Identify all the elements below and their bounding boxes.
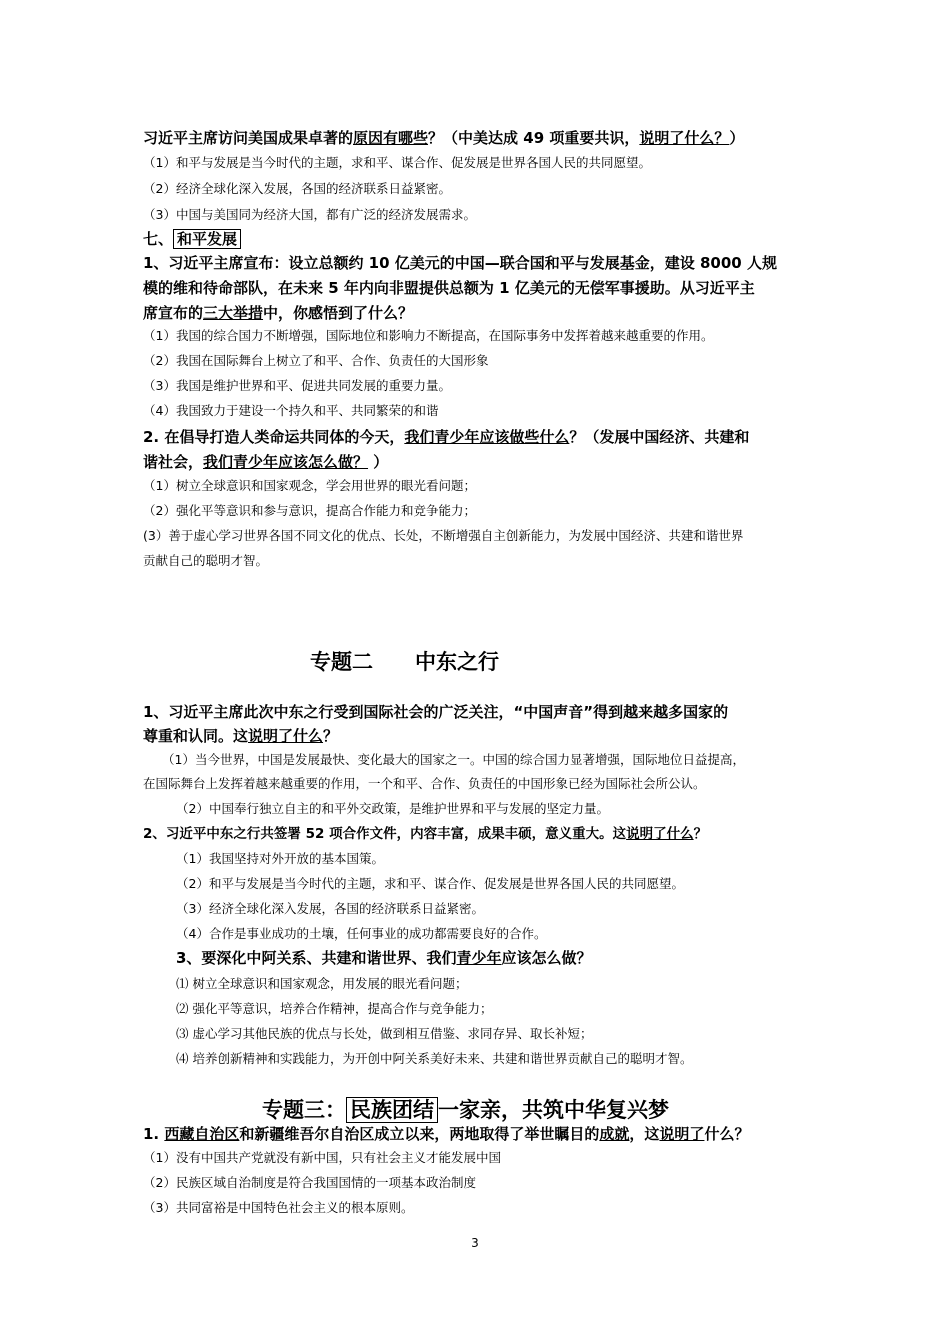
answer-line: （3）共同富裕是中国特色社会主义的根本原则。 bbox=[143, 1200, 414, 1215]
answer-line: 在国际舞台上发挥着越来越重要的作用，一个和平、合作、负责任的中国形象已经为国际社会所公认。 bbox=[143, 776, 706, 791]
answer-line: （4）合作是事业成功的土壤，任何事业的成功都需要良好的合作。 bbox=[176, 926, 547, 941]
topic-heading: 专题二 中东之行 bbox=[310, 650, 499, 674]
question-line: 席宣布的三大举措中，你感悟到了什么？ bbox=[143, 304, 414, 322]
question-line: 2. 在倡导打造人类命运共同体的今天，我们青少年应该做些什么？（发展中国经济、共建和 bbox=[143, 428, 750, 446]
question-line: 模的维和待命部队，在未来 5 年内向非盟提供总额为 1 亿美元的无偿军事援助。从习近平主 bbox=[143, 279, 755, 297]
page-number: 3 bbox=[471, 1236, 479, 1250]
answer-line: （4）我国致力于建设一个持久和平、共同繁荣的和谐 bbox=[143, 403, 439, 418]
question-line: 1、习近平主席此次中东之行受到国际社会的广泛关注，“中国声音”得到越来越多国家的 bbox=[143, 703, 729, 721]
answer-line: （1）我国的综合国力不断增强，国际地位和影响力不断提高，在国际事务中发挥着越来越重要的作用。 bbox=[143, 328, 714, 343]
answer-line: （2）中国奉行独立自主的和平外交政策，是维护世界和平与发展的坚定力量。 bbox=[176, 801, 609, 816]
answer-line: （3）中国与美国同为经济大国，都有广泛的经济发展需求。 bbox=[143, 207, 476, 222]
answer-line: （3）经济全球化深入发展，各国的经济联系日益紧密。 bbox=[176, 901, 484, 916]
answer-line: （2）经济全球化深入发展，各国的经济联系日益紧密。 bbox=[143, 181, 451, 196]
answer-line: ⑶ 虚心学习其他民族的优点与长处，做到相互借鉴、求同存异、取长补短； bbox=[176, 1026, 593, 1041]
answer-line: (3）善于虚心学习世界各国不同文化的优点、长处，不断增强自主创新能力，为发展中国经济、共建和谐世界 bbox=[143, 528, 744, 543]
answer-line: 贡献自己的聪明才智。 bbox=[143, 553, 269, 568]
question-line: 1、习近平主席宣布：设立总额约 10 亿美元的中国—联合国和平与发展基金，建设 8000 人规 bbox=[143, 254, 777, 272]
section-heading-peace-development: 七、 和平发展 bbox=[143, 227, 241, 251]
answer-line: （3）我国是维护世界和平、促进共同发展的重要力量。 bbox=[143, 378, 451, 393]
answer-line: （1）当今世界，中国是发展最快、变化最大的国家之一。中国的综合国力显著增强，国际地位日益提高， bbox=[162, 752, 745, 767]
answer-line: （2）民族区域自治制度是符合我国国情的一项基本政治制度 bbox=[143, 1175, 476, 1190]
topic-heading: 专题三： 民族团结 一家亲，共筑中华复兴梦 bbox=[262, 1098, 669, 1122]
question-line: 1. 西藏自治区和新疆维吾尔自治区成立以来，两地取得了举世瞩目的成就，这说明了什么？ bbox=[143, 1125, 750, 1143]
answer-line: ⑴ 树立全球意识和国家观念，用发展的眼光看问题； bbox=[176, 976, 468, 991]
answer-line: （1）我国坚持对外开放的基本国策。 bbox=[176, 851, 384, 866]
question-line: 2、习近平中东之行共签署 52 项合作文件，内容丰富，成果丰硕，意义重大。这说明了什么？ bbox=[143, 826, 708, 842]
answer-line: （1）树立全球意识和国家观念，学会用世界的眼光看问题； bbox=[143, 478, 476, 493]
question-line: 尊重和认同。这说明了什么？ bbox=[143, 727, 339, 745]
answer-line: （2）我国在国际舞台上树立了和平、合作、负责任的大国形象 bbox=[143, 353, 489, 368]
answer-line: ⑵ 强化平等意识，培养合作精神，提高合作与竞争能力； bbox=[176, 1001, 493, 1016]
answer-line: （2）强化平等意识和参与意识，提高合作能力和竞争能力； bbox=[143, 503, 476, 518]
answer-line: （1）和平与发展是当今时代的主题，求和平、谋合作、促发展是世界各国人民的共同愿望。 bbox=[143, 155, 651, 170]
question-line: 3、要深化中阿关系、共建和谐世界、我们青少年应该怎么做？ bbox=[176, 949, 592, 967]
answer-line: ⑷ 培养创新精神和实践能力，为开创中阿关系美好未来、共建和谐世界贡献自己的聪明才智。 bbox=[176, 1051, 693, 1066]
question-line: 谐社会，我们青少年应该怎么做？ ） bbox=[143, 453, 389, 471]
answer-line: （1）没有中国共产党就没有新中国，只有社会主义才能发展中国 bbox=[143, 1150, 501, 1165]
answer-line: （2）和平与发展是当今时代的主题，求和平、谋合作、促发展是世界各国人民的共同愿望。 bbox=[176, 876, 684, 891]
question-reasons-us-visit: 习近平主席访问美国成果卓著的原因有哪些？（中美达成 49 项重要共识，说明了什么？） bbox=[143, 129, 745, 147]
